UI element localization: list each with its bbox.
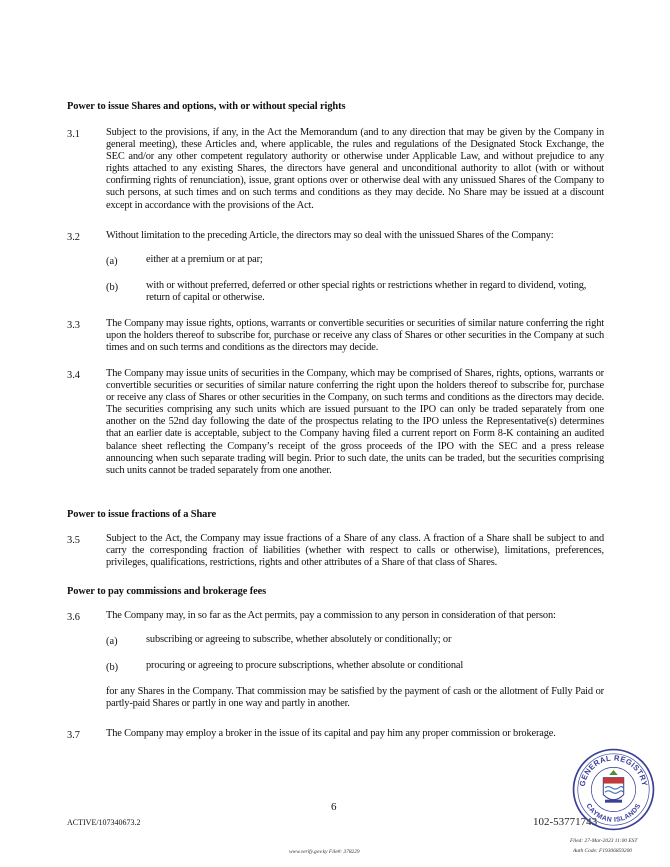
clause-3-6-a-text: subscribing or agreeing to subscribe, whether absolutely or conditionally; or: [146, 634, 452, 645]
subclause-number: (a): [106, 256, 118, 267]
clause-number: 3.6: [67, 612, 80, 623]
general-registry-seal: [571, 747, 656, 832]
clause-3-1-text: Subject to the provisions, if any, in the Act the Memorandum (and to any direction that may be given by the Company in general meeting), these Articles and, where applicable, the rules and regulations of the Designated Stock Exchange, the SEC and/or any other competent regulatory authority or otherwise under Applicable Law, and without prejudice to any rights attached to any existing Shares, the directors have general and unconditional authority to allot (with or without confirming rights of renunciation), issue, grant options over or otherwise deal with any unissued Shares of the Company to such persons, at such times and on such terms and conditions as they may decide. No Share may be issued at a discount except in accordance with the provisions of the Act.: [106, 127, 604, 211]
seal-bottom-text: CAYMAN ISLANDS: [584, 802, 643, 824]
clause-3-3-text: The Company may issue rights, options, warrants or convertible securities or securities of similar nature conferring the right upon the holders thereof to subscribe for, purchase or receive any class of Shares or other securities in the Company at such times and on such terms and conditions as the directors may decide.: [106, 318, 604, 354]
clause-3-6-b-text: procuring or agreeing to procure subscriptions, whether absolute or conditional: [146, 660, 464, 671]
clause-3-6-tail-text: for any Shares in the Company. That commission may be satisfied by the payment of cash or the allotment of Fully Paid or partly-paid Shares or partly in one way and partly in another.: [106, 686, 604, 710]
coat-of-arms-icon: [603, 770, 623, 803]
clause-3-7-text: The Company may employ a broker in the issue of its capital and pay him any proper commission or brokerage.: [106, 728, 556, 739]
section-heading-commissions: Power to pay commissions and brokerage fees: [67, 586, 267, 597]
section-heading-power-to-issue-shares: Power to issue Shares and options, with or without special rights: [67, 101, 346, 112]
clause-number: 3.3: [67, 320, 80, 331]
clause-3-2-a-text: either at a premium or at par;: [146, 254, 263, 265]
section-heading-fractions: Power to issue fractions of a Share: [67, 509, 217, 520]
filed-date: Filed: 27-Mar-2023 11:00 EST: [570, 838, 638, 844]
auth-code: Auth Code: F19306859200: [573, 848, 632, 854]
clause-number: 3.7: [67, 730, 80, 741]
verify-website-file-number: www.verify.gov.ky File#: 378229: [289, 849, 360, 855]
clause-number: 3.4: [67, 370, 80, 381]
subclause-number: (b): [106, 662, 119, 673]
clause-number: 3.5: [67, 535, 80, 546]
clause-3-5-text: Subject to the Act, the Company may issue fractions of a Share of any class. A fraction of a Share shall be subject to and carry the corresponding fraction of liabilities (whether with respect to calls or otherwise), limitations, preferences, privileges, qualifications, restrictions, rights and other attributes of a Share of that class of Shares.: [106, 533, 604, 569]
clause-number: 3.1: [67, 129, 80, 140]
clause-3-4-text: The Company may issue units of securities in the Company, which may be comprised of Shares, rights, options, warrants or convertible securities or securities of similar nature conferring the right upon the holders thereof to subscribe for, purchase or receive any class of Shares or other securities in the Company, on such terms and conditions as the directors may decide. The securities comprising any such units which are issued pursuant to the IPO can only be traded separately from one another on the 52nd day following the date of the prospectus relating to the IPO unless the Representative(s) determines that an earlier date is acceptable, subject to the Company having filed a current report on Form 8-K containing an audited balance sheet reflecting the Company’s receipt of the gross proceeds of the IPO with the SEC and a press release announcing when such separate trading will begin. Prior to such date, the units can be traded, but the securities comprising such units cannot be traded separately from one another.: [106, 368, 604, 476]
active-document-reference: ACTIVE/107340673.2: [67, 818, 141, 827]
clause-3-2-b-text: with or without preferred, deferred or other special rights or restrictions whether in regard to dividend, voting, return of capital or otherwise.: [146, 280, 587, 304]
filing-document-id: 102-53771743: [533, 816, 598, 828]
subclause-number: (a): [106, 636, 118, 647]
clause-number: 3.2: [67, 232, 80, 243]
page-number: 6: [331, 801, 337, 813]
subclause-number: (b): [106, 282, 119, 293]
clause-3-6-text: The Company may, in so far as the Act permits, pay a commission to any person in consideration of that person:: [106, 610, 556, 621]
clause-3-2-text: Without limitation to the preceding Article, the directors may so deal with the unissued Shares of the Company:: [106, 230, 554, 241]
seal-top-text: GENERAL REGISTRY: [577, 753, 650, 788]
